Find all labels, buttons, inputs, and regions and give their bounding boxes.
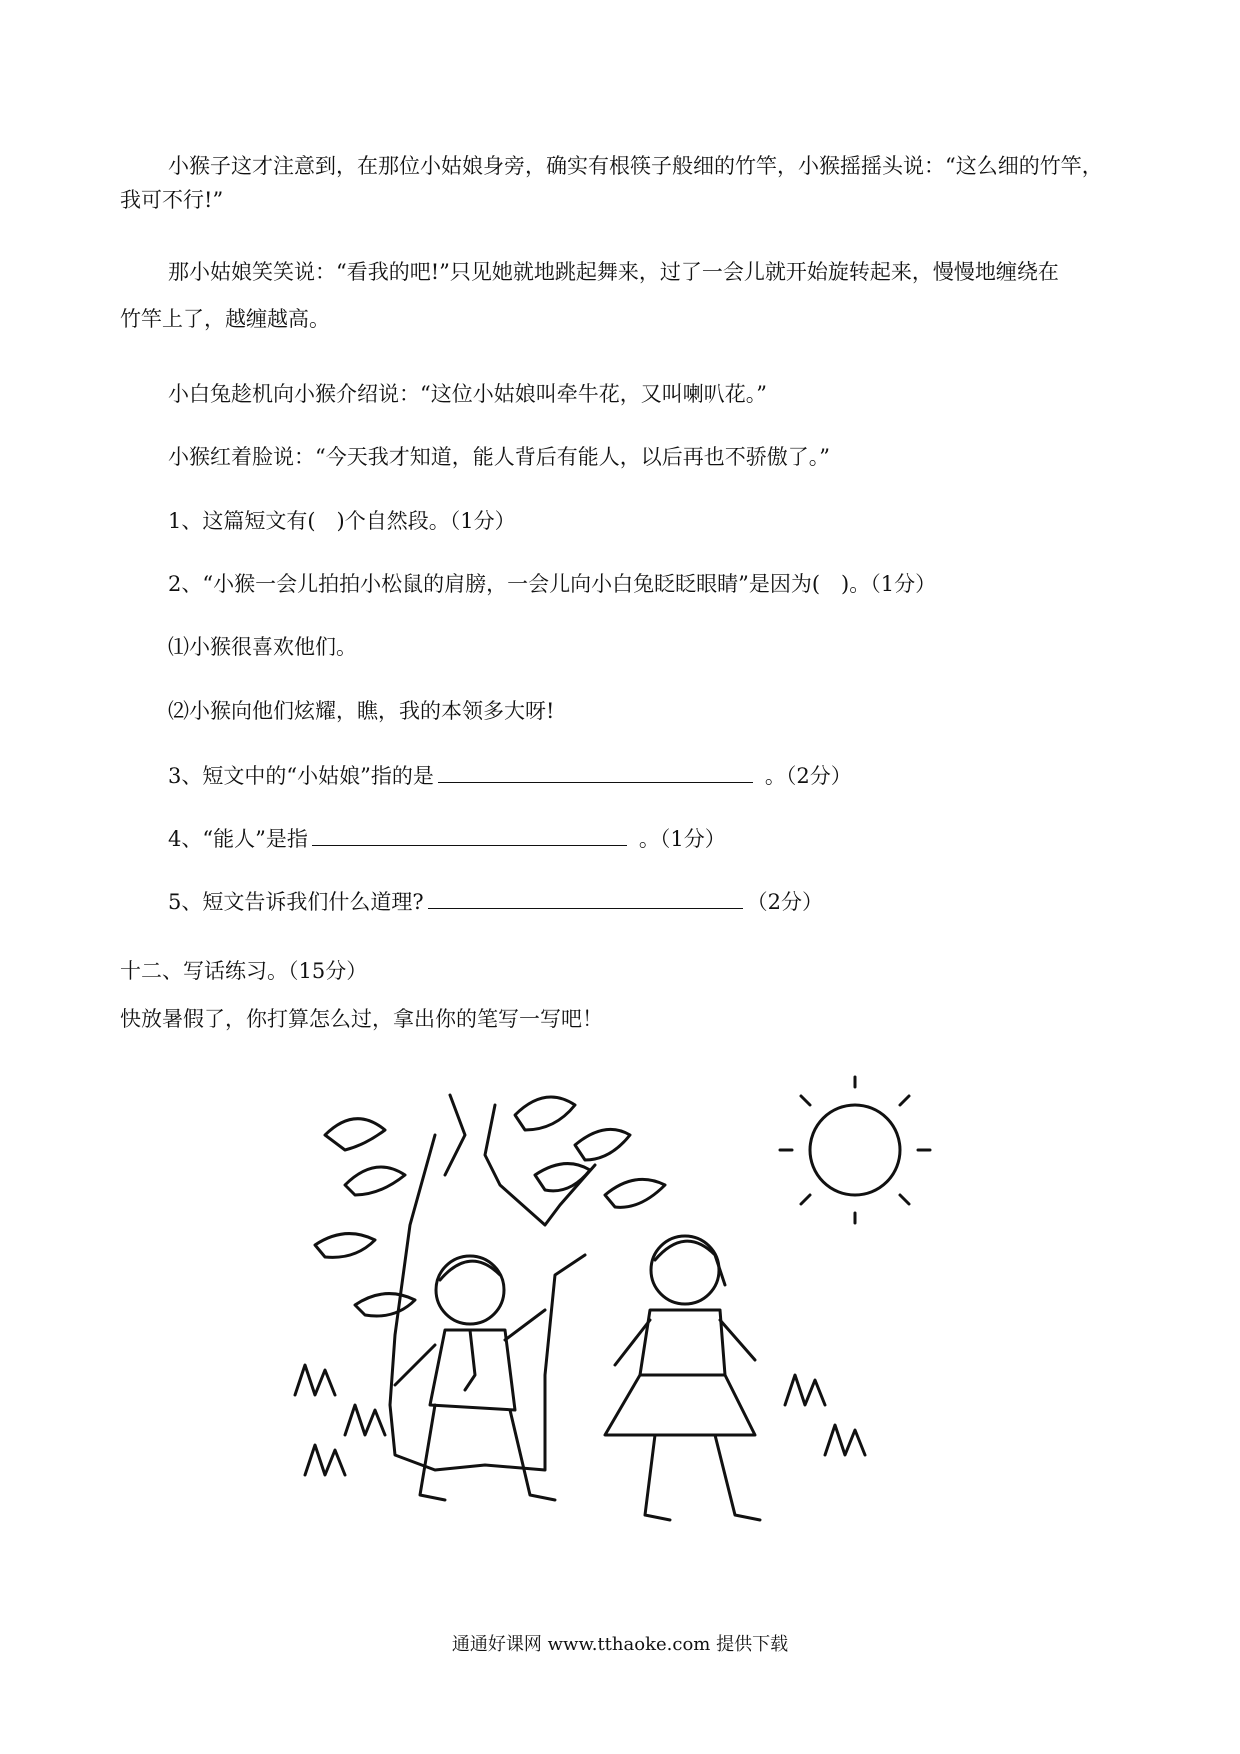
sun-icon — [780, 1077, 930, 1223]
question-1: 1、这篇短文有( )个自然段。（1分） — [168, 509, 516, 533]
question-3-text: 3、短文中的“小姑娘”指的是 — [168, 764, 434, 788]
passage-paragraph-1-line-1: 小猴子这才注意到，在那位小姑娘身旁，确实有根筷子般细的竹竿，小猴摇摇头说：“这么细的竹竿， — [168, 154, 1103, 178]
section-12-title: 十二、写话练习。（15分） — [120, 959, 368, 983]
question-3-answer-blank[interactable] — [438, 760, 753, 783]
question-4-score: 。（1分） — [638, 827, 726, 851]
passage-paragraph-3: 小白兔趁机向小猴介绍说：“这位小姑娘叫牵牛花，又叫喇叭花。” — [168, 382, 767, 406]
tree-trunk-icon — [390, 1105, 595, 1470]
question-2-option-1: ⑴小猴很喜欢他们。 — [168, 635, 357, 659]
question-4-text: 4、“能人”是指 — [168, 827, 308, 851]
question-5-text: 5、短文告诉我们什么道理? — [168, 890, 424, 914]
question-3-score: 。（2分） — [764, 764, 852, 788]
children-under-tree-illustration — [285, 1075, 945, 1575]
passage-paragraph-2-line-2: 竹竿上了，越缠越高。 — [120, 307, 330, 331]
grass-icon — [295, 1365, 865, 1475]
question-5 — [168, 886, 823, 916]
question-3 — [168, 760, 852, 790]
question-5-score: （2分） — [746, 890, 823, 914]
question-4 — [168, 823, 726, 853]
girl-figure-icon — [605, 1236, 760, 1520]
section-12-prompt: 快放暑假了，你打算怎么过，拿出你的笔写一写吧！ — [120, 1007, 603, 1031]
question-2-option-2: ⑵小猴向他们炫耀，瞧，我的本领多大呀! — [168, 699, 555, 723]
footer-credit: 通通好课网 www.tthaoke.com 提供下载 — [451, 1634, 789, 1655]
passage-paragraph-2-line-1: 那小姑娘笑笑说：“看我的吧!”只见她就地跳起舞来，过了一会儿就开始旋转起来，慢慢地缠绕在 — [168, 260, 1059, 284]
passage-paragraph-4: 小猴红着脸说：“今天我才知道，能人背后有能人，以后再也不骄傲了。” — [168, 445, 830, 469]
question-2: 2、“小猴一会儿拍拍小松鼠的肩膀，一会儿向小白兔眨眨眼睛”是因为( )。（1分） — [168, 572, 937, 596]
passage-paragraph-1-line-2: 我可不行!” — [120, 188, 224, 212]
question-5-answer-blank[interactable] — [428, 886, 743, 909]
question-4-answer-blank[interactable] — [312, 823, 627, 846]
